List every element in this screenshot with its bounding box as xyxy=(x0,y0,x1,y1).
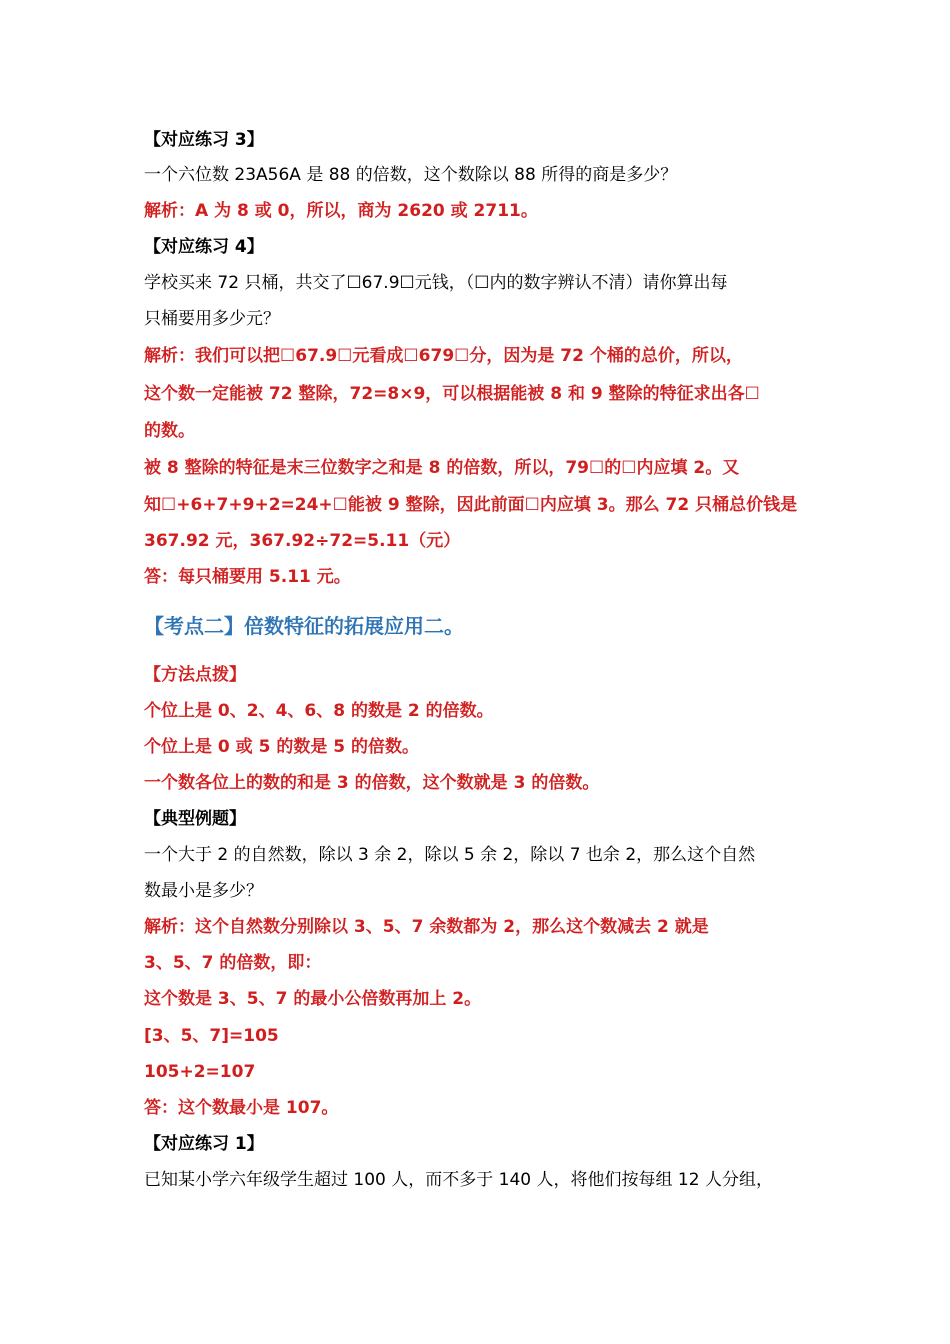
practice1-heading: 【对应练习 1】 xyxy=(144,1134,264,1154)
practice3-question: 一个六位数 23A56A 是 88 的倍数，这个数除以 88 所得的商是多少？ xyxy=(144,165,678,185)
example-solution-line: [3、5、7]=105 xyxy=(144,1026,279,1046)
method-line: 个位上是 0、2、4、6、8 的数是 2 的倍数。 xyxy=(144,701,494,721)
example-question-line: 数最小是多少？ xyxy=(144,881,263,901)
practice4-solution-line: 解析：我们可以把☐67.9☐元看成☐679☐分，因为是 72 个桶的总价，所以， xyxy=(144,346,743,366)
practice3-answer: 解析：A 为 8 或 0，所以，商为 2620 或 2711。 xyxy=(144,201,538,221)
example-answer: 答：这个数最小是 107。 xyxy=(144,1098,339,1118)
practice4-solution-line: 被 8 整除的特征是末三位数字之和是 8 的倍数，所以，79☐的☐内应填 2。又 xyxy=(144,458,740,478)
example-solution-line: 解析：这个自然数分别除以 3、5、7 余数都为 2，那么这个数减去 2 就是 xyxy=(144,917,709,937)
practice3-heading: 【对应练习 3】 xyxy=(144,130,264,150)
method-heading: 【方法点拨】 xyxy=(144,665,246,685)
example-solution-line: 3、5、7 的倍数，即： xyxy=(144,953,322,973)
practice4-solution-line: 367.92 元，367.92÷72=5.11（元） xyxy=(144,531,461,551)
example-heading: 【典型例题】 xyxy=(144,809,246,829)
practice4-solution-line: 的数。 xyxy=(144,421,195,441)
practice4-solution-line: 这个数一定能被 72 整除，72=8×9，可以根据能被 8 和 9 整除的特征求出各☐ xyxy=(144,384,760,404)
section2-title: 【考点二】倍数特征的拓展应用二。 xyxy=(144,614,464,638)
practice4-heading: 【对应练习 4】 xyxy=(144,237,264,257)
method-line: 一个数各位上的数的和是 3 的倍数，这个数就是 3 的倍数。 xyxy=(144,773,600,793)
practice4-question-line: 学校买来 72 只桶，共交了☐67.9☐元钱，（☐内的数字辨认不清）请你算出每 xyxy=(144,273,728,293)
example-solution-line: 105+2=107 xyxy=(144,1062,256,1082)
practice4-question-line: 只桶要用多少元？ xyxy=(144,309,280,329)
practice4-solution-line: 知☐+6+7+9+2=24+☐能被 9 整除，因此前面☐内应填 3。那么 72 只桶总价钱是 xyxy=(144,495,798,515)
example-question-line: 一个大于 2 的自然数，除以 3 余 2，除以 5 余 2，除以 7 也余 2，那么这个自然 xyxy=(144,845,756,865)
example-solution-line: 这个数是 3、5、7 的最小公倍数再加上 2。 xyxy=(144,989,482,1009)
practice1-question: 已知某小学六年级学生超过 100 人，而不多于 140 人，将他们按每组 12 人分组， xyxy=(144,1170,773,1190)
practice4-answer: 答：每只桶要用 5.11 元。 xyxy=(144,567,351,587)
method-line: 个位上是 0 或 5 的数是 5 的倍数。 xyxy=(144,737,419,757)
